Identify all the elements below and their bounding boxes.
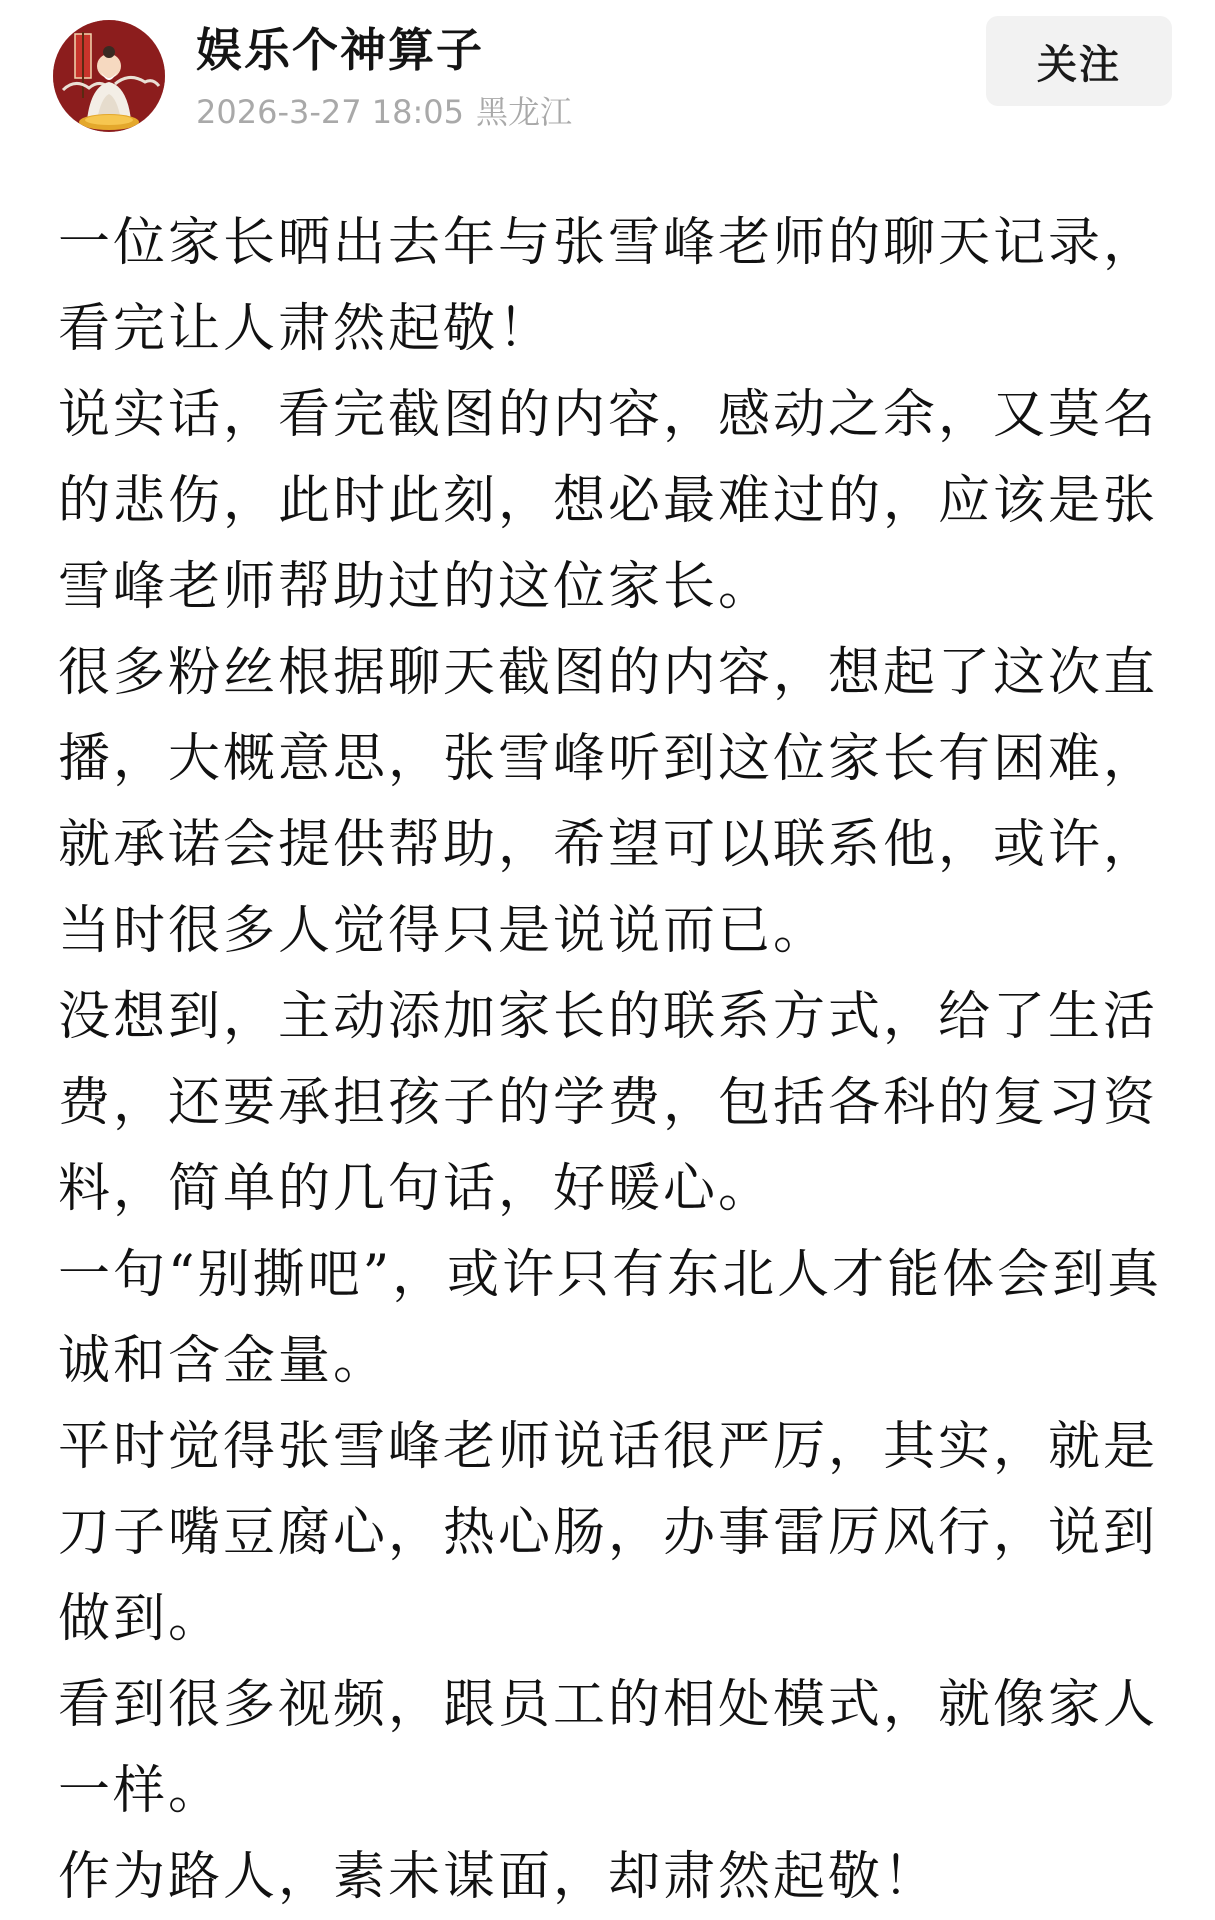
post-meta [196, 92, 572, 132]
article-paragraph: 说实话，看完截图的内容，感动之余，又莫名的悲伤，此时此刻，想必最难过的，应该是张雪峰老师帮助过的这位家长。 [58, 385, 1159, 617]
author-name[interactable]: 娱乐个神算子 [196, 23, 484, 77]
follow-button[interactable]: 关注 [986, 16, 1172, 106]
article-paragraph: 一句“别撕吧”，或许只有东北人才能体会到真诚和含金量。 [58, 1245, 1163, 1391]
post-location: 黑龙江 [476, 93, 573, 131]
author-avatar[interactable] [53, 20, 165, 132]
article-paragraph: 平时觉得张雪峰老师说话很严厉，其实，就是刀子嘴豆腐心，热心肠，办事雷厉风行，说到做到。 [58, 1417, 1159, 1649]
post-date: 2026-3-27 18:05 [196, 93, 464, 131]
article-body [58, 200, 1173, 1920]
article-paragraph: 作为路人，素未谋面，却肃然起敬！ [58, 1847, 939, 1907]
article-paragraph: 很多粉丝根据聊天截图的内容，想起了这次直播，大概意思，张雪峰听到这位家长有困难，就承诺会提供帮助，希望可以联系他，或许，当时很多人觉得只是说说而已。 [58, 643, 1159, 961]
fortune-teller-avatar-icon [53, 20, 165, 132]
article-paragraph: 没想到，主动添加家长的联系方式，给了生活费，还要承担孩子的学费，包括各科的复习资料，简单的几句话，好暖心。 [58, 987, 1159, 1219]
article-paragraph: 看到很多视频，跟员工的相处模式，就像家人一样。 [58, 1675, 1159, 1821]
post-header [0, 0, 1215, 150]
article-paragraph: 一位家长晒出去年与张雪峰老师的聊天记录，看完让人肃然起敬！ [58, 213, 1159, 359]
